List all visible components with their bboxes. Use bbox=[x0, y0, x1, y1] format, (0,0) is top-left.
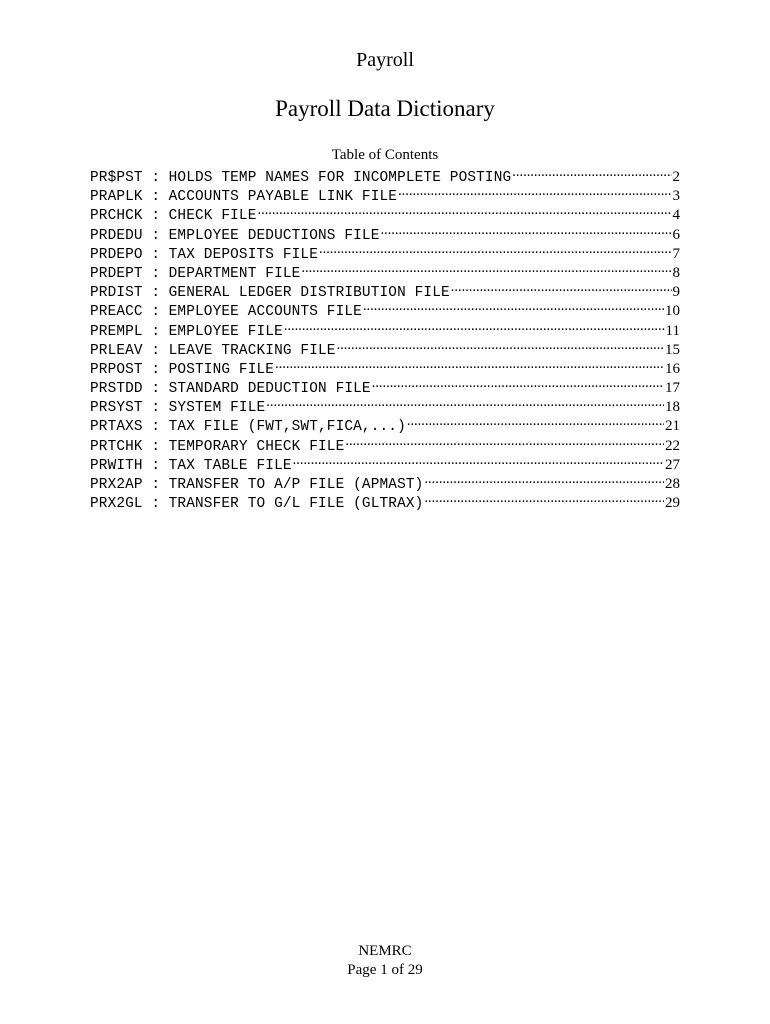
toc-entry-code: PRWITH bbox=[90, 457, 143, 474]
toc-entry[interactable] bbox=[90, 242, 680, 261]
toc-dot-leader bbox=[275, 357, 664, 373]
toc-entry-page-number: 28 bbox=[665, 476, 680, 492]
page-footer bbox=[0, 942, 770, 980]
toc-entry[interactable] bbox=[90, 223, 680, 242]
toc-entry-description: TRANSFER TO A/P FILE (APMAST) bbox=[168, 477, 424, 493]
toc-dot-leader bbox=[424, 491, 664, 507]
toc-entry-code: PRCHCK bbox=[90, 208, 143, 225]
toc-entry-description: TAX FILE (FWT,SWT,FICA,...) bbox=[168, 419, 406, 436]
toc-entry[interactable] bbox=[90, 491, 680, 513]
toc-entry-page-number: 21 bbox=[665, 418, 680, 435]
toc-entry-page-number: 2 bbox=[672, 169, 680, 185]
toc-entry-description: EMPLOYEE DEDUCTIONS FILE bbox=[168, 227, 380, 244]
toc-entry-page-number: 4 bbox=[672, 207, 680, 224]
toc-entry[interactable] bbox=[90, 280, 680, 302]
toc-entry-description: POSTING FILE bbox=[168, 361, 275, 378]
toc-dot-leader bbox=[424, 472, 664, 488]
toc-entry-separator: : bbox=[142, 170, 169, 186]
toc-entry-page-number: 9 bbox=[672, 284, 680, 301]
toc-entry-description: STANDARD DEDUCTION FILE bbox=[168, 381, 371, 398]
toc-entry-page-number: 10 bbox=[665, 303, 680, 320]
toc-entry-description: CHECK FILE bbox=[168, 208, 257, 225]
toc-entry-separator: : bbox=[142, 246, 169, 263]
toc-entry[interactable] bbox=[90, 357, 680, 376]
toc-entry-separator: : bbox=[142, 381, 169, 398]
toc-dot-leader bbox=[284, 319, 665, 335]
toc-dot-leader bbox=[293, 453, 664, 469]
toc-entry-separator: : bbox=[142, 400, 169, 417]
toc-entry[interactable] bbox=[90, 299, 680, 321]
toc-entry-code: PRDIST bbox=[90, 285, 143, 302]
toc-entry-page-number: 16 bbox=[665, 360, 680, 377]
toc-dot-leader bbox=[345, 434, 664, 450]
toc-entry[interactable] bbox=[90, 203, 680, 225]
toc-entry-code: PRAPLK bbox=[90, 189, 143, 206]
toc-dot-leader bbox=[319, 242, 672, 258]
toc-heading: Table of Contents bbox=[331, 147, 439, 163]
toc-entry-description: TRANSFER TO G/L FILE (GLTRAX) bbox=[168, 496, 424, 513]
toc-entry-page-number: 11 bbox=[665, 322, 680, 339]
toc-entry[interactable] bbox=[90, 453, 680, 472]
toc-entry[interactable] bbox=[90, 184, 680, 206]
footer-org: NEMRC bbox=[358, 943, 412, 959]
toc-entry[interactable] bbox=[90, 395, 680, 417]
toc-entry-code: PRSTDD bbox=[90, 381, 143, 398]
toc-dot-leader bbox=[258, 203, 672, 219]
toc-entry-page-number: 8 bbox=[672, 264, 680, 281]
toc-entry-description: EMPLOYEE FILE bbox=[168, 323, 283, 340]
toc-entry-separator: : bbox=[142, 419, 169, 436]
toc-entry-page-number: 7 bbox=[672, 245, 680, 262]
toc-entry-separator: : bbox=[142, 208, 169, 225]
toc-entry-page-number: 6 bbox=[672, 226, 680, 243]
toc-entry-code: PRPOST bbox=[90, 361, 143, 378]
toc-entry-page-number: 15 bbox=[665, 341, 680, 358]
toc-entry[interactable] bbox=[90, 434, 680, 453]
toc-entry[interactable] bbox=[90, 376, 680, 398]
toc-entry[interactable] bbox=[90, 261, 680, 280]
toc-entry-page-number: 18 bbox=[665, 399, 680, 416]
toc-entry-description: TAX DEPOSITS FILE bbox=[168, 246, 318, 263]
toc-entry-page-number: 17 bbox=[665, 380, 680, 397]
toc-dot-leader bbox=[398, 184, 671, 200]
toc-entry-code: PRDEPO bbox=[90, 246, 143, 263]
toc-entry[interactable] bbox=[90, 319, 680, 338]
toc-entry-code: PRSYST bbox=[90, 400, 143, 417]
toc-entry-page-number: 29 bbox=[665, 495, 680, 512]
toc-entry-description: ACCOUNTS PAYABLE LINK FILE bbox=[168, 189, 398, 206]
toc-entry[interactable] bbox=[90, 472, 680, 491]
toc-entry-page-number: 3 bbox=[672, 188, 680, 205]
toc-dot-leader bbox=[512, 165, 671, 181]
toc-entry-description: LEAVE TRACKING FILE bbox=[168, 342, 336, 359]
toc-entry[interactable] bbox=[90, 338, 680, 357]
toc-entry-code: PRDEPT bbox=[90, 265, 143, 282]
toc-entry-description: GENERAL LEDGER DISTRIBUTION FILE bbox=[168, 285, 450, 302]
toc-entry-code: PR$PST bbox=[90, 170, 143, 186]
toc-dot-leader bbox=[372, 376, 664, 392]
toc-dot-leader bbox=[301, 261, 671, 277]
toc-entry-separator: : bbox=[142, 304, 169, 321]
toc-entry-code: PRX2GL bbox=[90, 496, 143, 513]
toc-entry-separator: : bbox=[142, 457, 169, 474]
footer-page-number: Page 1 of 29 bbox=[347, 962, 423, 978]
toc-entry-page-number: 27 bbox=[665, 456, 680, 473]
toc-entry-separator: : bbox=[142, 361, 169, 378]
toc-entry[interactable] bbox=[90, 165, 680, 184]
toc-entry-separator: : bbox=[142, 189, 169, 206]
toc-dot-leader bbox=[381, 223, 672, 239]
toc-entry-description: HOLDS TEMP NAMES FOR INCOMPLETE POSTING bbox=[168, 170, 512, 186]
toc-dot-leader bbox=[451, 280, 672, 296]
toc-dot-leader bbox=[266, 395, 664, 411]
toc-entry-page-number: 22 bbox=[665, 437, 680, 454]
toc-entry-separator: : bbox=[142, 323, 169, 340]
toc-entry-separator: : bbox=[142, 285, 169, 302]
toc-entry-description: SYSTEM FILE bbox=[168, 400, 266, 417]
toc-dot-leader bbox=[337, 338, 664, 354]
toc-entry-code: PRX2AP bbox=[90, 477, 143, 493]
toc-entry-description: TAX TABLE FILE bbox=[168, 457, 292, 474]
document-title: Payroll Data Dictionary bbox=[275, 96, 495, 121]
toc-entry-separator: : bbox=[142, 342, 169, 359]
toc-entry-separator: : bbox=[142, 227, 169, 244]
toc-entry-code: PRTAXS bbox=[90, 419, 143, 436]
toc-entry[interactable] bbox=[90, 414, 680, 436]
toc-entry-separator: : bbox=[142, 265, 169, 282]
toc-entry-code: PREACC bbox=[90, 304, 143, 321]
table-of-contents bbox=[90, 165, 680, 513]
toc-entry-code: PRDEDU bbox=[90, 227, 143, 244]
toc-entry-separator: : bbox=[142, 438, 169, 455]
toc-entry-description: DEPARTMENT FILE bbox=[168, 265, 301, 282]
toc-entry-separator: : bbox=[142, 477, 169, 493]
toc-entry-code: PREMPL bbox=[90, 323, 143, 340]
toc-entry-description: TEMPORARY CHECK FILE bbox=[168, 438, 345, 455]
page-header: Payroll bbox=[356, 49, 414, 71]
toc-entry-separator: : bbox=[142, 496, 169, 513]
toc-dot-leader bbox=[363, 299, 664, 315]
toc-entry-code: PRLEAV bbox=[90, 342, 143, 359]
toc-entry-code: PRTCHK bbox=[90, 438, 143, 455]
toc-entry-description: EMPLOYEE ACCOUNTS FILE bbox=[168, 304, 362, 321]
toc-dot-leader bbox=[407, 414, 664, 430]
